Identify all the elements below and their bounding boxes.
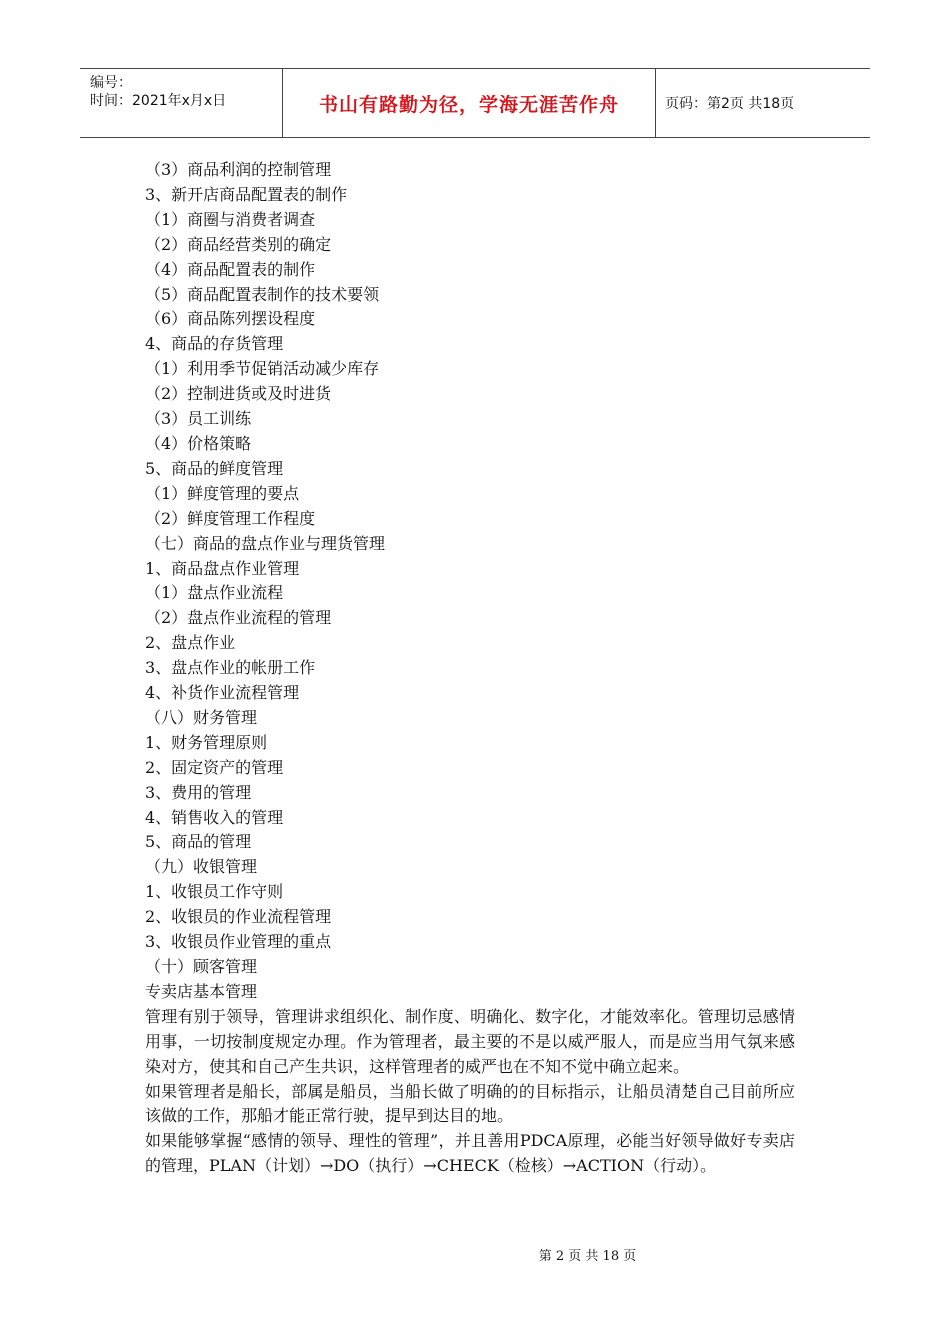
- outline-line: 3、新开店商品配置表的制作: [145, 184, 348, 204]
- page-header: [80, 68, 870, 138]
- outline-line: 4、补货作业流程管理: [145, 683, 300, 703]
- page-footer: [0, 1245, 950, 1264]
- outline-line: 4、商品的存货管理: [145, 334, 284, 354]
- header-motto: 书山有路勤为径，学海无涯苦作舟: [318, 93, 619, 116]
- outline-line: 2、盘点作业: [145, 633, 236, 653]
- outline-line: 2、固定资产的管理: [145, 757, 284, 777]
- outline-line: （2）控制进货或及时进货: [145, 384, 332, 404]
- outline-line: （2）盘点作业流程的管理: [145, 608, 332, 628]
- outline-line: （1）鲜度管理的要点: [145, 483, 300, 503]
- outline-line: （1）利用季节促销活动减少库存: [145, 359, 380, 379]
- outline-line: 1、收银员工作守则: [145, 882, 284, 902]
- outline-line: 5、商品的管理: [145, 832, 252, 852]
- outline-line: 1、财务管理原则: [145, 732, 268, 752]
- outline-line: （6）商品陈列摆设程度: [145, 309, 316, 329]
- document-body: [145, 158, 805, 1179]
- outline-line: （3）商品利润的控制管理: [145, 160, 332, 179]
- outline-line: （八）财务管理: [145, 707, 258, 727]
- footer-page-number: 第 2 页 共 18 页: [538, 1249, 637, 1264]
- outline-line: 4、销售收入的管理: [145, 807, 284, 827]
- outline-line: 5、商品的鲜度管理: [145, 458, 284, 478]
- outline-line: （十）顾客管理: [145, 957, 258, 976]
- outline-line: （1）商圈与消费者调查: [145, 209, 316, 229]
- outline-line: 专卖店基本管理: [145, 981, 258, 1001]
- header-page-cell: [656, 69, 870, 137]
- outline-line: （七）商品的盘点作业与理货管理: [145, 533, 386, 553]
- document-number-label: 编号：: [90, 75, 132, 91]
- outline-line: （3）员工训练: [145, 409, 252, 429]
- header-page-info: 页码：第2页 共18页: [665, 96, 795, 112]
- outline-line: 3、盘点作业的帐册工作: [145, 658, 316, 678]
- outline-line: （九）收银管理: [145, 857, 258, 877]
- body-paragraph: 管理有别于领导，管理讲求组织化、制作度、明确化、数字化，才能效率化。管理切忌感情用事，一切按制度规定办理。作为管理者，最主要的不是以威严服人，而是应当用气氛来感染对方，使其和自己产生共识，这样管理者的威严也在不知不觉中确立起来。: [145, 1006, 795, 1076]
- document-time-label: 时间：2021年x月x日: [90, 93, 227, 109]
- header-motto-cell: [282, 69, 656, 137]
- outline-line: （4）价格策略: [145, 433, 252, 453]
- header-info-cell: [80, 69, 282, 137]
- outline-line: 3、收银员作业管理的重点: [145, 932, 332, 952]
- outline-line: 1、商品盘点作业管理: [145, 558, 300, 578]
- outline-line: （2）鲜度管理工作程度: [145, 508, 316, 528]
- body-paragraph: 如果能够掌握“感情的领导、理性的管理”，并且善用PDCA原理，必能当好领导做好专卖店的管理，PLAN（计划）→DO（执行）→CHECK（检核）→ACTION（行动）。: [145, 1131, 795, 1176]
- body-paragraph: 如果管理者是船长，部属是船员，当船长做了明确的的目标指示，让船员清楚自己目前所应该做的工作，那船才能正常行驶，提早到达目的地。: [145, 1081, 795, 1126]
- outline-line: （4）商品配置表的制作: [145, 259, 316, 279]
- outline-line: （5）商品配置表制作的技术要领: [145, 284, 380, 304]
- outline-line: 2、收银员的作业流程管理: [145, 907, 332, 927]
- outline-line: （1）盘点作业流程: [145, 583, 284, 603]
- outline-line: 3、费用的管理: [145, 782, 252, 802]
- outline-line: （2）商品经营类别的确定: [145, 234, 332, 254]
